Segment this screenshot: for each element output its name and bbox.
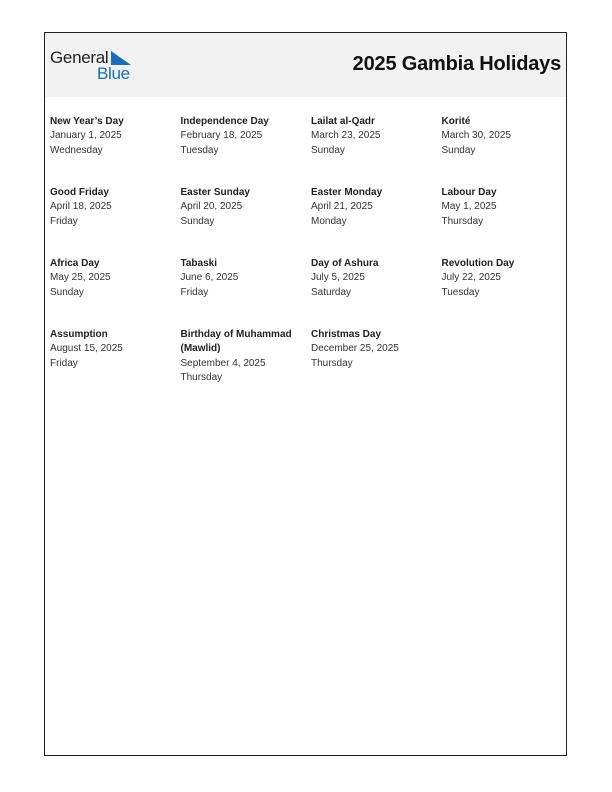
holiday-item [181, 186, 312, 257]
holiday-name: Lailat al-Qadr [311, 116, 375, 127]
holiday-item [311, 115, 442, 186]
holiday-item [181, 115, 312, 186]
holiday-weekday: Monday [311, 215, 347, 227]
page-title: 2025 Gambia Holidays [352, 53, 561, 75]
holiday-name: Labour Day [441, 187, 497, 198]
holiday-name: Tabaski [180, 258, 217, 269]
holiday-weekday: Tuesday [441, 286, 480, 298]
holiday-weekday: Sunday [441, 144, 476, 156]
holiday-weekday: Thursday [441, 215, 484, 227]
holiday-item [50, 115, 181, 186]
holiday-weekday: Thursday [311, 357, 353, 369]
holiday-name: Good Friday [50, 187, 109, 198]
holiday-item [50, 257, 181, 328]
holiday-name: Independence Day [180, 116, 269, 127]
holiday-weekday: Saturday [311, 286, 352, 298]
holiday-weekday: Thursday [180, 371, 223, 383]
holiday-item [311, 186, 442, 257]
holiday-item [181, 257, 312, 328]
holiday-item [50, 186, 181, 257]
holiday-date: March 23, 2025 [311, 130, 381, 142]
holiday-item [50, 328, 181, 399]
logo [50, 48, 140, 84]
holiday-date: May 1, 2025 [441, 201, 497, 213]
holiday-grid [50, 115, 574, 399]
holiday-date: August 15, 2025 [50, 343, 123, 355]
holiday-item [311, 257, 442, 328]
holiday-weekday: Friday [180, 286, 209, 298]
holiday-weekday: Sunday [50, 286, 84, 298]
holiday-weekday: Sunday [180, 215, 215, 227]
holiday-name: Korité [441, 116, 471, 127]
holiday-item [311, 328, 442, 399]
holiday-name: Revolution Day [441, 258, 515, 269]
holiday-weekday: Friday [50, 215, 78, 227]
page-frame [44, 32, 567, 756]
holiday-name: Christmas Day [311, 329, 382, 340]
logo-blue-text: Blue [97, 64, 130, 83]
logo-general-text: General [50, 48, 109, 67]
holiday-item [442, 257, 573, 328]
holiday-item [181, 328, 312, 399]
holiday-date: September 4, 2025 [180, 357, 266, 369]
logo-triangle-icon [111, 51, 131, 65]
holiday-name: Assumption [50, 329, 108, 340]
holiday-weekday: Wednesday [50, 144, 103, 156]
holiday-date: July 22, 2025 [441, 272, 501, 284]
holiday-item [442, 115, 573, 186]
holiday-name: Easter Monday [311, 187, 383, 198]
holiday-date: March 30, 2025 [441, 130, 511, 142]
holiday-date: April 18, 2025 [50, 201, 112, 213]
holiday-name: Birthday of Muhammad (Mawlid) [180, 329, 292, 355]
holiday-item [442, 186, 573, 257]
holiday-weekday: Tuesday [180, 144, 219, 156]
header [45, 33, 566, 97]
holiday-date: April 21, 2025 [311, 201, 373, 213]
holiday-name: Easter Sunday [180, 187, 250, 198]
holiday-weekday: Friday [50, 357, 78, 369]
holiday-date: July 5, 2025 [311, 272, 365, 284]
holiday-weekday: Sunday [311, 144, 345, 156]
holiday-date: April 20, 2025 [180, 201, 243, 213]
holiday-date: February 18, 2025 [180, 130, 263, 142]
holiday-date: June 6, 2025 [180, 272, 239, 284]
holiday-date: December 25, 2025 [311, 343, 399, 355]
holiday-name: Africa Day [50, 258, 100, 269]
holiday-name: New Year’s Day [50, 116, 124, 127]
holiday-date: May 25, 2025 [50, 272, 111, 284]
holiday-date: January 1, 2025 [50, 130, 122, 142]
holiday-name: Day of Ashura [311, 258, 379, 269]
